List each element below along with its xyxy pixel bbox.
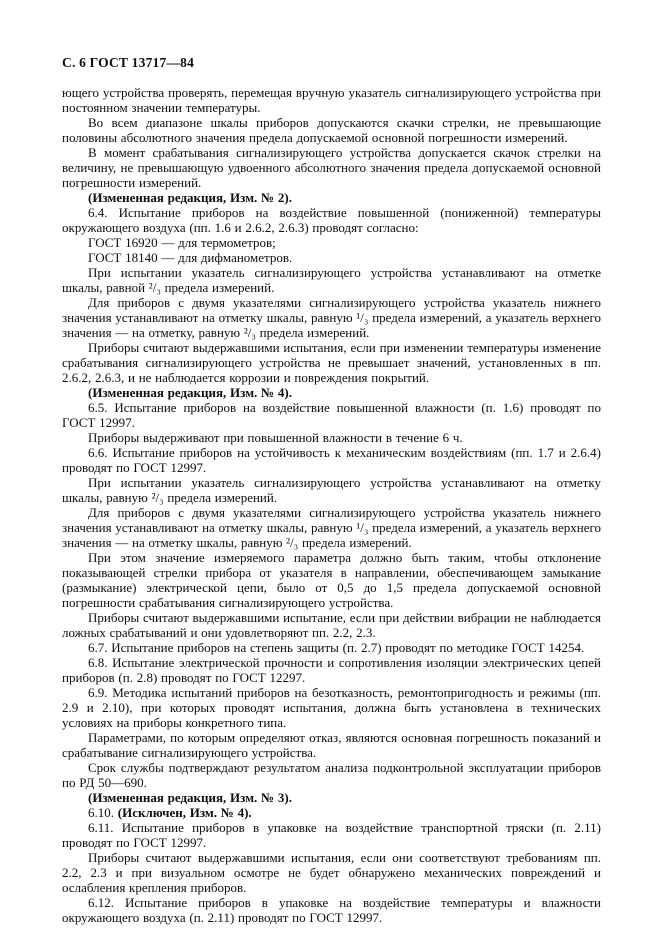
amendment-note: (Измененная редакция, Изм. № 2).: [88, 190, 292, 205]
paragraph: В момент срабатывания сигнализирующего устройства допускается скачок стрелки на величину, не превышающую удвоенного абсолютного значения предела допускаемой основной погрешности измерений.: [62, 145, 601, 190]
document-body: [62, 85, 601, 925]
paragraph: Приборы считают выдержавшими испытания, если они соответствуют требованиям пп. 2.2, 2.3 и при визуальном осмотре не будет обнаружено механических повреждений и ослабления крепления приборов.: [62, 850, 601, 895]
paragraph-clause-6-8: 6.8. Испытание электрической прочности и сопротивления изоляции электрических цепей приборов (п. 2.8) проводят по ГОСТ 12297.: [62, 655, 601, 685]
paragraph: ГОСТ 16920 — для термометров;: [88, 235, 276, 250]
page-header: С. 6 ГОСТ 13717—84: [62, 55, 195, 70]
paragraph: Параметрами, по которым определяют отказ, являются основная погрешность показаний и срабатывание сигнализирующего устройства.: [62, 730, 601, 760]
amendment-note: (Измененная редакция, Изм. № 4).: [88, 385, 292, 400]
paragraph-clause-6-6: 6.6. Испытание приборов на устойчивость к механическим воздействиям (пп. 1.7 и 2.6.4) проводят по ГОСТ 12997.: [62, 445, 601, 475]
paragraph: Приборы выдерживают при повышенной влажности в течение 6 ч.: [88, 430, 463, 445]
paragraph-clause-6-11: 6.11. Испытание приборов в упаковке на воздействие транспортной тряски (п. 2.11) проводят по ГОСТ 12997.: [62, 820, 601, 850]
paragraph: Приборы считают выдержавшими испытания, если при изменении температуры изменение срабатывания сигнализирующего устройства не превышает значений, установленных в пп. 2.6.2, 2.6.3, и не наблюдается коррозии и повреждения покрытий.: [62, 340, 601, 385]
paragraph-clause-6-5: 6.5. Испытание приборов на воздействие повышенной влажности (п. 1.6) проводят по ГОСТ 12997.: [62, 400, 601, 430]
paragraph: Во всем диапазоне шкалы приборов допускаются скачки стрелки, не превышающие половины абсолютного значения предела допускаемой основной погрешности измерений.: [62, 115, 601, 145]
paragraph-clause-6-7: 6.7. Испытание приборов на степень защиты (п. 2.7) проводят по методике ГОСТ 14254.: [88, 640, 585, 655]
paragraph: ющего устройства проверять, перемещая вручную указатель сигнализирующего устройства при постоянном значении температуры.: [62, 85, 601, 115]
paragraph: Для приборов с двумя указателями сигнализирующего устройства указатель нижнего значения устанавливают на отметку шкалы, равную ¹/₃ предела измерений, а указатель верхнего значения — на отметку шкалы, равную ²/₃ предела измерений.: [62, 505, 601, 550]
paragraph-clause-6-12: 6.12. Испытание приборов в упаковке на воздействие температуры и влажности окружающего воздуха (п. 2.11) проводят по ГОСТ 12997.: [62, 895, 601, 925]
paragraph: При испытании указатель сигнализирующего устройства устанавливают на отметке шкалы, равной ²/₃ предела измерений.: [62, 265, 601, 295]
amendment-note: (Измененная редакция, Изм. № 3).: [88, 790, 292, 805]
paragraph: Для приборов с двумя указателями сигнализирующего устройства указатель нижнего значения устанавливают на отметку шкалы, равную ¹/₃ предела измерений, а указатель верхнего значения — на отметку, равную ²/₃ предела измерений.: [62, 295, 601, 340]
clause-number: 6.10.: [88, 805, 118, 820]
paragraph-clause-6-10: [62, 805, 601, 820]
paragraph-clause-6-9: 6.9. Методика испытаний приборов на безотказность, ремонтопригодность и режимы (пп. 2.9 и 2.10), при которых проводят испытания, должна быть установлена в технических условиях на приборы конкретного типа.: [62, 685, 601, 730]
paragraph-clause-6-4: 6.4. Испытание приборов на воздействие повышенной (пониженной) температуры окружающего воздуха (пп. 1.6 и 2.6.2, 2.6.3) проводят согласно:: [62, 205, 601, 235]
paragraph: ГОСТ 18140 — для дифманометров.: [88, 250, 293, 265]
clause-excluded-note: (Исключен, Изм. № 4).: [117, 805, 252, 820]
paragraph: Срок службы подтверждают результатом анализа подконтрольной эксплуатации приборов по РД 50—690.: [62, 760, 601, 790]
paragraph: Приборы считают выдержавшими испытание, если при действии вибрации не наблюдается ложных срабатываний и они удовлетворяют пп. 2.2, 2.3.: [62, 610, 601, 640]
paragraph: При испытании указатель сигнализирующего устройства устанавливают на отметку шкалы, равную ²/₃ предела измерений.: [62, 475, 601, 505]
paragraph: При этом значение измеряемого параметра должно быть таким, чтобы отклонение показывающей стрелки прибора от указателя в направлении, обеспечивающем замыкание (размыкание) электрической цепи, было от 0,5 до 1,5 предела допускаемой основной погрешности срабатывания сигнализирующего устройства.: [62, 550, 601, 610]
